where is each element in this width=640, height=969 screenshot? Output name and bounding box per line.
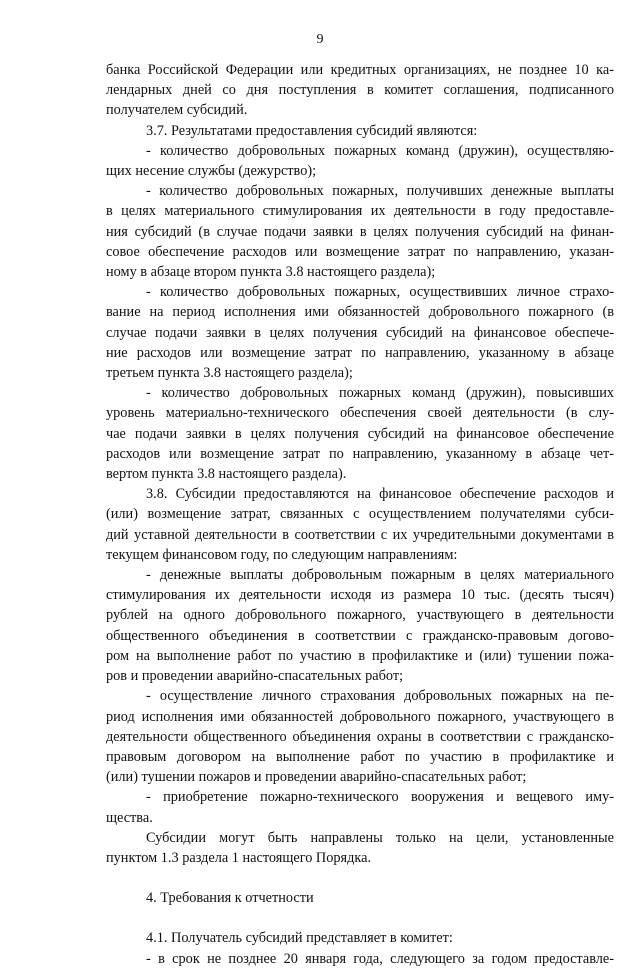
text-line: вание на период исполнения ими обязанностей добровольного пожарного (в (106, 304, 614, 321)
paragraph-gap (106, 908, 614, 928)
page-number: 9 (316, 32, 324, 47)
paragraph (106, 828, 614, 868)
text-line: уровень материально-технического обеспечения своей деятельности (в слу- (106, 405, 614, 422)
text-line: третьем пункта 3.8 настоящего раздела); (106, 365, 353, 382)
text-line: - в срок не позднее 20 января года, следующего за годом предоставле- (146, 950, 614, 967)
text-line: пунктом 1.3 раздела 1 настоящего Порядка. (106, 849, 372, 866)
paragraph (106, 949, 614, 969)
paragraph (106, 141, 614, 181)
text-line: правовым договором на выполнение работ по участию в профилактике и (106, 748, 614, 765)
text-line: - количество добровольных пожарных команд (дружин), осуществляю- (146, 142, 614, 159)
text-line: дий уставной деятельности в соответствии с их учредительными документами в (106, 526, 614, 543)
text-line: совое обеспечение расходов или возмещение затрат по направлению, указан- (106, 243, 614, 260)
paragraph (106, 484, 614, 565)
text-line: - приобретение пожарно-технического вооружения и вещевого иму- (146, 789, 614, 806)
paragraph (106, 282, 614, 383)
text-line: вертом пункта 3.8 настоящего раздела). (106, 466, 347, 483)
text-line: - количество добровольных пожарных, получивших денежные выплаты (146, 183, 614, 200)
text-line: ром на выполнение работ по участию в профилактике и (или) тушении пожа- (106, 647, 614, 664)
paragraph (106, 787, 614, 827)
text-line: (или) тушении пожаров и проведении аварийно-спасательных работ; (106, 769, 527, 786)
paragraph (106, 383, 614, 484)
paragraph (106, 686, 614, 787)
text-line: - осуществление личного страхования добровольных пожарных на пе- (146, 688, 614, 705)
text-line: 4.1. Получатель субсидий представляет в комитет: (146, 930, 453, 947)
text-line: риод исполнения ими обязанностей добровольного пожарного, участвующего в (106, 708, 614, 725)
text-line: Субсидии могут быть направлены только на цели, установленные (146, 829, 614, 846)
text-line: 3.8. Субсидии предоставляются на финансовое обеспечение расходов и (146, 486, 614, 503)
text-line: стимулирования их деятельности исходя из размера 10 тыс. (десять тысяч) (106, 587, 614, 604)
text-line: расходов или возмещение затрат по направлению, указанному в абзаце чет- (106, 445, 614, 462)
text-line: щества. (106, 809, 153, 826)
text-line: ния субсидий (в случае подачи заявки в целях получения субсидий на финан- (106, 223, 614, 240)
paragraph (106, 565, 614, 686)
text-line: (или) возмещение затрат, связанных с осуществлением получателями субси- (106, 506, 614, 523)
text-line: в целях материального стимулирования их деятельности в году предоставле- (106, 203, 614, 220)
text-line: лендарных дней со дня поступления в комитет соглашения, подписанного (106, 82, 614, 99)
paragraph (106, 60, 614, 121)
paragraph (106, 928, 614, 948)
text-line: - денежные выплаты добровольным пожарным в целях материального (146, 567, 614, 584)
text-line: банка Российской Федерации или кредитных организациях, не позднее 10 ка- (106, 62, 614, 78)
text-line: ров и проведении аварийно-спасательных работ; (106, 668, 404, 685)
text-line: текущем финансовом году, по следующим направлениям: (106, 546, 458, 563)
text-line: 3.7. Результатами предоставления субсидий являются: (146, 122, 478, 139)
text-line: - количество добровольных пожарных, осуществивших личное страхо- (146, 284, 614, 301)
text-line: получателем субсидий. (106, 102, 248, 119)
text-line: случае подачи заявки в целях получения субсидий на финансовое обеспече- (106, 324, 614, 341)
paragraph (106, 181, 614, 282)
document-body (106, 60, 614, 969)
text-line: щих несение службы (дежурство); (106, 163, 317, 180)
paragraph (106, 121, 614, 141)
text-line: ние расходов или возмещение затрат по направлению, указанному в абзаце (106, 344, 614, 361)
text-line: рублей на одного добровольного пожарного, участвующего в деятельности (106, 607, 614, 624)
paragraph-gap (106, 868, 614, 888)
text-line: 4. Требования к отчетности (146, 890, 314, 907)
text-line: чае подачи заявки в целях получения субсидий на финансовое обеспечение (106, 425, 614, 442)
text-line: общественного объединения в соответствии с гражданско-правовым догово- (106, 627, 614, 644)
text-line: - количество добровольных пожарных команд (дружин), повысивших (146, 385, 614, 402)
text-line: деятельности общественного объединения охраны в соответствии с гражданско- (106, 728, 614, 745)
paragraph (106, 888, 614, 908)
text-line: ному в абзаце втором пункта 3.8 настоящего раздела); (106, 264, 436, 281)
